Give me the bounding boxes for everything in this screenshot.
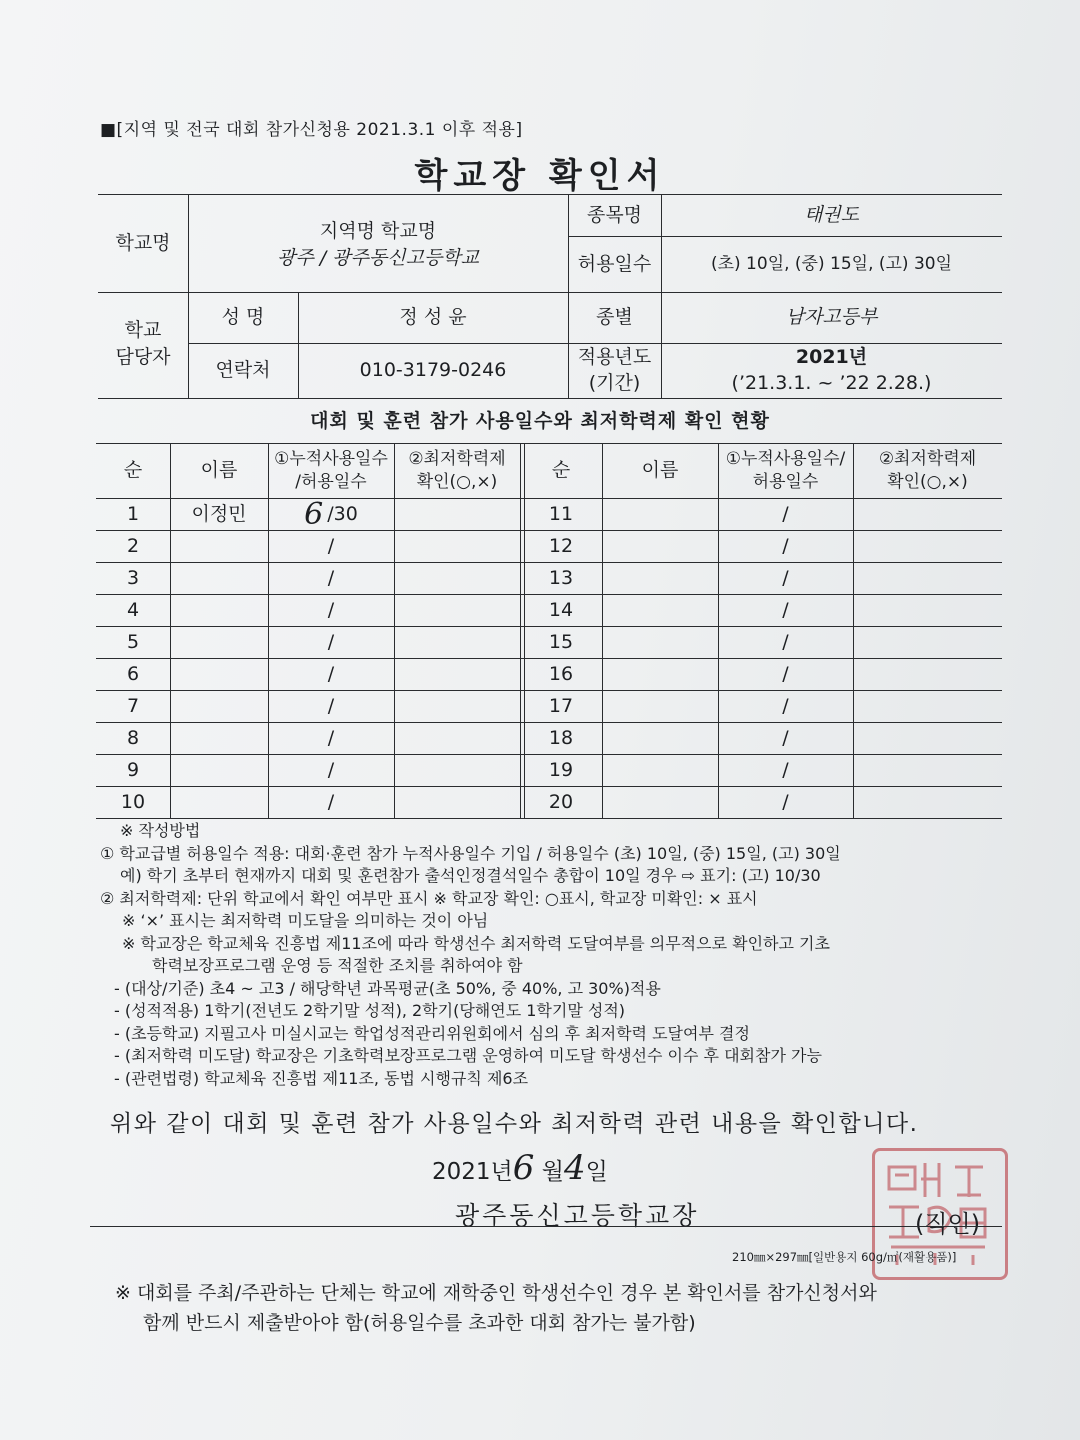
row-number: 19: [548, 758, 574, 781]
school-sub-label: 지역명 학교명: [319, 219, 437, 242]
contact-value: 010-3179-0246: [359, 359, 507, 382]
info-rule: [98, 398, 1002, 399]
confirm-text: 위와 같이 대회 및 훈련 참가 사용일수와 최저학력 관련 내용을 확인합니다.: [110, 1111, 919, 1137]
row-check: [394, 530, 520, 562]
row-number: 3: [126, 566, 140, 589]
row-days: [718, 594, 853, 626]
row-check: [394, 562, 520, 594]
table-header-cell: 순: [123, 459, 143, 482]
row-name: [170, 658, 268, 690]
row-check: [394, 754, 520, 786]
note-line: 학력보장프로그램 운영 등 적절한 조치를 취하여야 함: [152, 956, 523, 975]
row-allowed-days: /: [327, 694, 335, 717]
row-name: [170, 562, 268, 594]
row-allowed-days: /: [327, 630, 335, 653]
date-day-unit: 일: [585, 1159, 608, 1185]
row-days: [718, 530, 853, 562]
manager-label: 담당자: [115, 345, 171, 368]
row-days: [268, 722, 394, 754]
footer-line: ※ 대회를 주최/주관하는 단체는 학교에 재학중인 학생선수인 경우 본 확인서를 참가신청서와: [115, 1282, 877, 1304]
row-allowed-days: /: [782, 662, 789, 685]
row-allowed-days: /: [782, 694, 789, 717]
row-name: [170, 786, 268, 818]
row-days: [718, 658, 853, 690]
row-name: [602, 562, 718, 594]
row-name: [170, 530, 268, 562]
row-allowed-days: /: [782, 502, 789, 525]
row-name: [602, 626, 718, 658]
document-title: 학교장 확인서: [414, 156, 666, 196]
row-name: [602, 658, 718, 690]
row-allowed-days: /: [327, 662, 335, 685]
row-number: 12: [548, 534, 574, 557]
row-allowed-days: /: [327, 790, 335, 813]
table-header-cell: 이름: [641, 459, 679, 482]
row-name: [170, 594, 268, 626]
row-number: 16: [548, 662, 574, 685]
row-days: [268, 754, 394, 786]
row-check: [394, 498, 520, 530]
row-check: [394, 594, 520, 626]
division-value: 남자고등부: [785, 306, 878, 329]
row-name: [602, 754, 718, 786]
row-number: 20: [548, 790, 574, 813]
header-note: ■[지역 및 전국 대회 참가신청용 2021.3.1 이후 적용]: [100, 120, 523, 140]
row-days: [718, 722, 853, 754]
row-number: 17: [548, 694, 574, 717]
row-allowed-days: /: [782, 598, 789, 621]
manager-label: 학교: [124, 318, 162, 341]
note-line: - (초등학교) 지필고사 미실시교는 학업성적관리위원회에서 심의 후 최저학력 도달여부 결정: [114, 1023, 750, 1043]
table-header-cell: 이름: [200, 459, 238, 482]
row-check: [853, 658, 1002, 690]
row-check: [853, 498, 1002, 530]
row-days: [718, 754, 853, 786]
row-check: [853, 626, 1002, 658]
table-header-cell: ①누적사용일수 /허용일수: [274, 449, 388, 492]
principal-title: 광주동신고등학교장: [455, 1201, 700, 1230]
note-line: ② 최저학력제: 단위 학교에서 확인 여부만 표시 ※ 학교장 확인: ○표시, 학교장 미확인: × 표시: [100, 888, 758, 908]
row-check: [394, 786, 520, 818]
note-line: - (대상/기준) 초4 ~ 고3 / 해당학년 과목평균(초 50%, 중 40%, 고 30%)적용: [114, 978, 661, 998]
table-header-cell: ②최저학력제 확인(○,×): [408, 449, 506, 492]
row-number: 7: [126, 694, 140, 717]
table-header-cell: ①누적사용일수/ 허용일수: [725, 449, 846, 492]
table-header-cell: ②최저학력제 확인(○,×): [878, 449, 977, 492]
allowed-days-label: 허용일수: [577, 252, 652, 275]
row-name: [170, 754, 268, 786]
note-line: ※ ‘×’ 표시는 최저학력 미도달을 의미하는 것이 아님: [122, 911, 489, 930]
row-check: [853, 786, 1002, 818]
sport-value: 태권도: [803, 203, 860, 226]
row-allowed-days: /: [782, 534, 789, 557]
row-name: [170, 690, 268, 722]
notes: [100, 820, 1010, 1090]
row-number: 13: [548, 566, 574, 589]
row-check: [853, 754, 1002, 786]
row-number: 10: [120, 790, 146, 813]
note-line: 예) 학기 초부터 현재까지 대회 및 훈련참가 출석인정결석일수 총합이 10일 경우 ⇨ 표기: (고) 10/30: [120, 866, 821, 885]
row-allowed-days: /: [327, 758, 335, 781]
row-name: [602, 722, 718, 754]
allowed-days-value: (초) 10일, (중) 15일, (고) 30일: [710, 253, 953, 274]
name-label: 성 명: [221, 306, 265, 329]
row-allowed-days: /: [327, 566, 335, 589]
school-value: 광주 / 광주동신고등학교: [276, 246, 480, 269]
row-allowed-days: /: [327, 598, 335, 621]
table-header-cell: 순: [551, 459, 571, 482]
date-month-unit: 월: [541, 1159, 564, 1185]
paper-size-note: 210㎜×297㎜[일반용지 60g/㎡(재활용품)]: [732, 1250, 957, 1264]
row-days: [268, 786, 394, 818]
seal-label: (직인): [915, 1210, 981, 1238]
row-check: [853, 690, 1002, 722]
school-label: 학교명: [115, 231, 171, 254]
row-days: [268, 626, 394, 658]
row-check: [394, 722, 520, 754]
row-used-days: 6: [304, 496, 324, 532]
sport-label: 종목명: [586, 203, 643, 226]
row-name: [170, 626, 268, 658]
division-label: 종별: [596, 306, 633, 329]
row-allowed-days: /: [327, 726, 335, 749]
row-days: [268, 594, 394, 626]
row-days: [718, 562, 853, 594]
note-line: ※ 작성방법: [120, 821, 201, 840]
row-name: 이정민: [191, 502, 247, 525]
row-check: [853, 594, 1002, 626]
row-name: [170, 722, 268, 754]
period-year: 2021년: [795, 345, 868, 368]
issue-date: [432, 1148, 608, 1188]
contact-label: 연락처: [215, 359, 271, 382]
period-range: (’21.3.1. ~ ’22 2.28.): [731, 371, 932, 394]
date-month: 6: [512, 1148, 535, 1188]
row-days: [718, 498, 853, 530]
row-number: 11: [548, 502, 574, 525]
note-line: - (최저학력 미도달) 학교장은 기초학력보장프로그램 운영하여 미도달 학생선수 이수 후 대회참가 가능: [114, 1046, 822, 1065]
note-line: ① 학교급별 허용일수 적용: 대회·훈련 참가 누적사용일수 기입 / 허용일수 (초) 10일, (중) 15일, (고) 30일: [100, 843, 841, 863]
row-number: 14: [548, 598, 574, 621]
row-days: [268, 690, 394, 722]
row-name: [602, 594, 718, 626]
row-number: 5: [126, 630, 140, 653]
row-days: [268, 530, 394, 562]
period-label: 적용년도: [577, 345, 652, 368]
row-days: [268, 498, 394, 530]
row-allowed-days: /: [327, 534, 335, 557]
row-allowed-days: /: [782, 566, 789, 589]
row-days: [718, 786, 853, 818]
row-number: 4: [126, 598, 140, 621]
row-days: [268, 658, 394, 690]
row-check: [853, 722, 1002, 754]
row-check: [853, 530, 1002, 562]
row-allowed-days: /: [782, 790, 789, 813]
row-name: [602, 498, 718, 530]
name-value: 정 성 윤: [399, 306, 467, 329]
note-line: - (성적적용) 1학기(전년도 2학기말 성적), 2학기(당해연도 1학기말 성적): [114, 1001, 626, 1020]
row-days: [268, 562, 394, 594]
row-allowed-days: /: [782, 758, 789, 781]
row-number: 2: [126, 534, 140, 557]
footer-line: 함께 반드시 제출받아야 함(허용일수를 초과한 대회 참가는 불가함): [143, 1312, 696, 1334]
row-check: [394, 690, 520, 722]
footer-note: [115, 1278, 995, 1338]
row-name: [602, 690, 718, 722]
row-check: [394, 658, 520, 690]
row-number: 18: [548, 726, 574, 749]
row-check: [394, 626, 520, 658]
row-allowed-days: /: [782, 726, 789, 749]
period-label: (기간): [588, 371, 641, 394]
row-days: [718, 626, 853, 658]
date-year: 2021년: [432, 1159, 513, 1185]
note-line: ※ 학교장은 학교체육 진흥법 제11조에 따라 학생선수 최저학력 도달여부를 의무적으로 확인하고 기초: [122, 933, 830, 953]
row-name: [602, 786, 718, 818]
row-allowed-days: /30: [327, 502, 358, 525]
row-number: 1: [126, 502, 140, 525]
section-title: 대회 및 훈련 참가 사용일수와 최저학력제 확인 현황: [310, 410, 770, 432]
row-number: 6: [126, 662, 140, 685]
note-line: - (관련법령) 학교체육 진흥법 제11조, 동법 시행규칙 제6조: [114, 1068, 529, 1088]
date-day: 4: [563, 1148, 586, 1188]
row-number: 15: [548, 630, 574, 653]
row-check: [853, 562, 1002, 594]
row-number: 9: [126, 758, 140, 781]
row-name: [602, 530, 718, 562]
row-number: 8: [126, 726, 140, 749]
table-rule: [96, 818, 1002, 819]
row-allowed-days: /: [782, 630, 789, 653]
row-days: [718, 690, 853, 722]
bottom-rule: [90, 1226, 1002, 1227]
